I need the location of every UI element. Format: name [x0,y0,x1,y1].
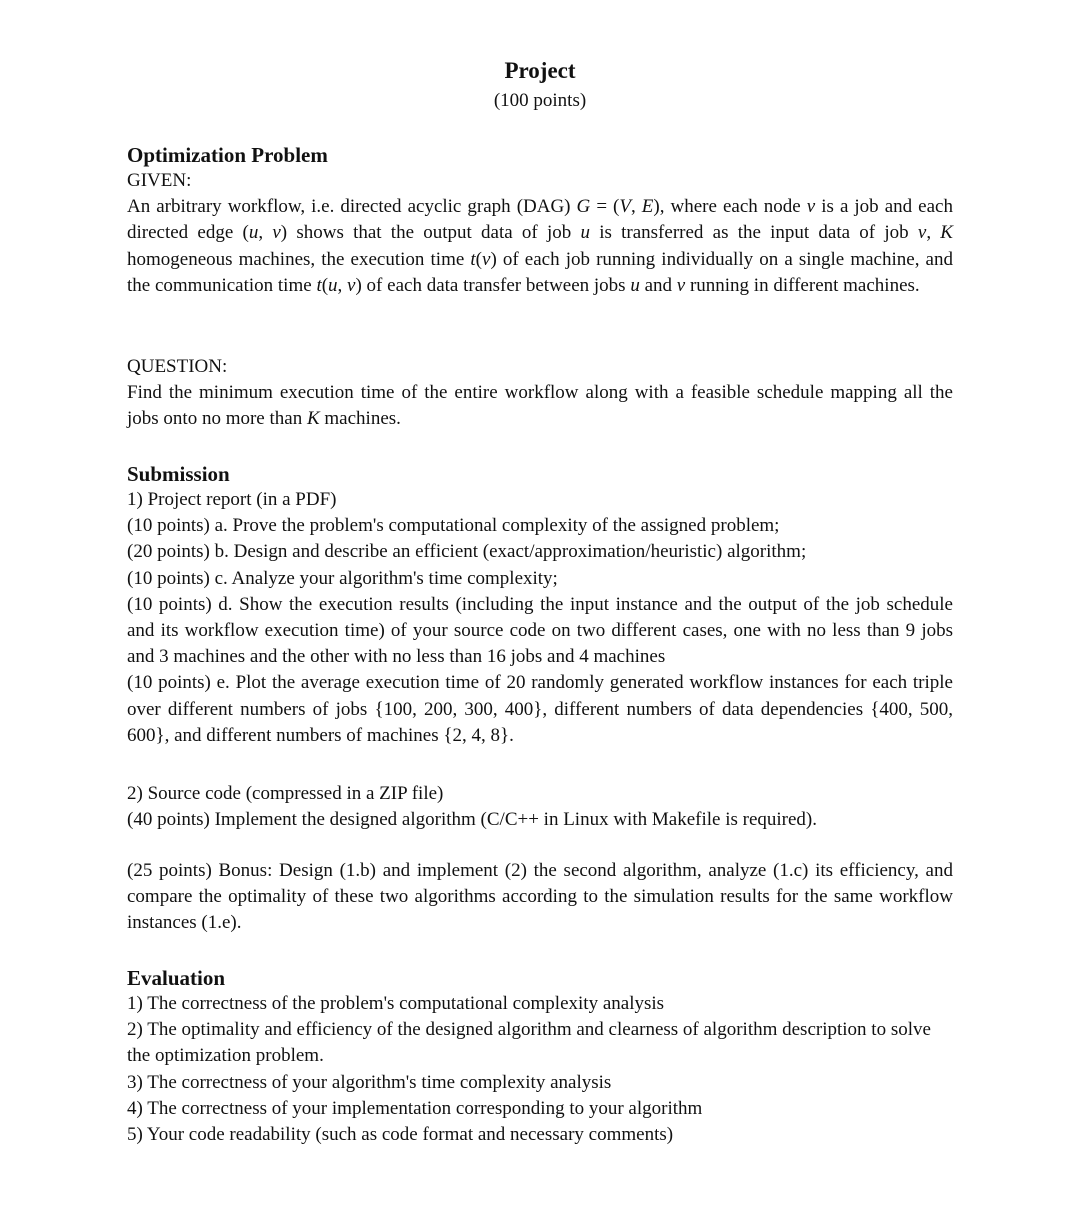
evaluation-item-3: 3) The correctness of your algorithm's time complexity analysis [127,1071,612,1093]
evaluation-item-2: 2) The optimality and efficiency of the designed algorithm and clearness of algorithm description to solve the optimization problem. [127,1019,931,1067]
source-code-section [127,781,953,833]
given-label: GIVEN: [127,170,192,191]
question-label: QUESTION: [127,356,228,377]
page-subtitle-points: (100 points) [493,90,587,111]
submission-heading: Submission [127,462,230,486]
optimization-section [127,142,953,299]
submission-item-a: (10 points) a. Prove the problem's computational complexity of the assigned problem; [127,515,780,537]
bonus-section [127,858,953,937]
question-paragraph: Find the minimum execution time of the entire workflow along with a feasible schedule mapping all the jobs onto no more than K machines. [127,382,953,430]
source-item: (40 points) Implement the designed algorithm (C/C++ in Linux with Makefile is required). [127,809,817,831]
bonus-paragraph: (25 points) Bonus: Design (1.b) and implement (2) the second algorithm, analyze (1.c) its efficiency, and compare the optimality of these two algorithms according to the simulation results for the same workflow instances (1.e). [127,860,953,934]
submission-item-d: (10 points) d. Show the execution results (including the input instance and the output of the job schedule and its workflow execution time) of your source code on two different cases, one with no less than 9 jobs and 3 machines and the other with no less than 16 jobs and 4 machines [127,593,953,668]
evaluation-item-5: 5) Your code readability (such as code format and necessary comments) [127,1124,674,1146]
submission-item-e: (10 points) e. Plot the average execution time of 20 randomly generated workflow instances for each triple over different numbers of jobs {100, 200, 300, 400}, different numbers of data dependencies {400, 500, 600}, and different numbers of machines {2, 4, 8}. [127,672,953,746]
evaluation-item-4: 4) The correctness of your implementation corresponding to your algorithm [127,1097,703,1119]
evaluation-item-1: 1) The correctness of the problem's computational complexity analysis [127,993,665,1014]
submission-section [127,461,953,749]
source-label: 2) Source code (compressed in a ZIP file) [127,783,444,804]
optimization-heading: Optimization Problem [127,143,328,167]
evaluation-section [127,965,953,1148]
report-label: 1) Project report (in a PDF) [127,489,337,510]
evaluation-heading: Evaluation [127,966,226,990]
given-paragraph: An arbitrary workflow, i.e. directed acyclic graph (DAG) G = (V, E), where each node v is a job and each directed edge (u, v) shows that the output data of job u is transferred as the input data of job v, K homogeneous machines, the execution time t(v) of each job running individually on a single machine, and the communication time t(u, v) of each data transfer between jobs u and v running in different machines. [127,196,953,296]
question-section [127,354,953,433]
submission-item-c: (10 points) c. Analyze your algorithm's time complexity; [127,567,558,589]
page-title: Project [504,58,576,83]
submission-item-b: (20 points) b. Design and describe an efficient (exact/approximation/heuristic) algorithm; [127,541,807,563]
